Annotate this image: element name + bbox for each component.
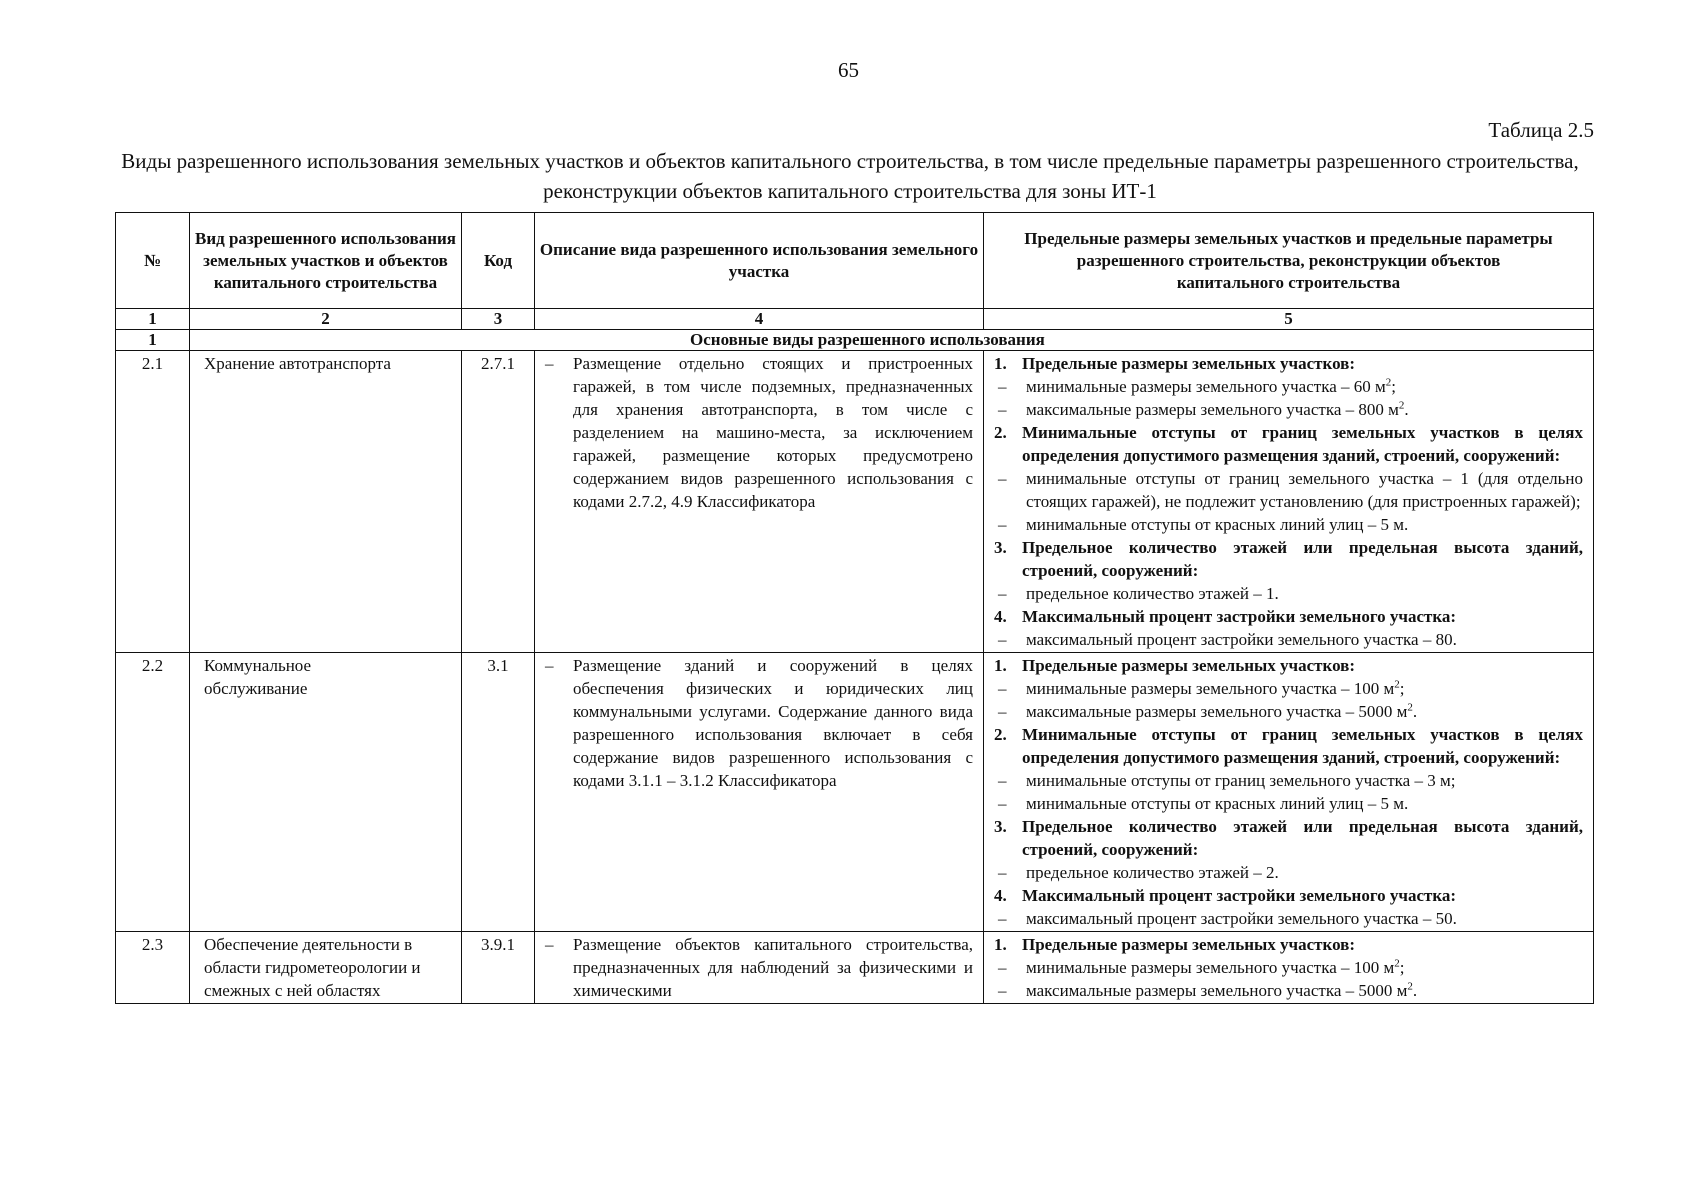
limit-text: минимальные размеры земельного участка – 100 м — [1026, 679, 1395, 698]
limit-item — [994, 513, 1583, 536]
limit-marker: 3. — [994, 538, 1007, 557]
header-limits: Предельные размеры земельных участков и предельные параметры разрешенного строительства, реконструкции объектов капитального строительства — [984, 213, 1594, 309]
limit-heading — [994, 654, 1583, 677]
limit-item — [994, 467, 1583, 513]
limit-heading — [994, 536, 1583, 582]
row-code: 2.7.1 — [462, 351, 535, 653]
limit-item — [994, 792, 1583, 815]
limit-marker: – — [998, 630, 1007, 649]
row-limits — [984, 351, 1594, 653]
limit-marker: 1. — [994, 656, 1007, 675]
limit-marker: – — [998, 377, 1007, 396]
limit-text: минимальные отступы от красных линий улиц – 5 м. — [1026, 515, 1409, 534]
header-kind: Вид разрешенного использования земельных участков и объектов капитального строительства — [190, 213, 462, 309]
limit-item — [994, 769, 1583, 792]
limit-text: максимальные размеры земельного участка – 800 м — [1026, 400, 1399, 419]
limit-text: минимальные отступы от границ земельного участка – 1 (для отдельно стоящих гаражей), не подлежит установлению (для пристроенных гаражей); — [1026, 469, 1583, 511]
row-limits — [984, 653, 1594, 932]
limit-item — [994, 907, 1583, 930]
limit-marker: 1. — [994, 935, 1007, 954]
limit-marker: – — [998, 400, 1007, 419]
punct: . — [1412, 981, 1418, 1000]
page-number: 65 — [838, 58, 859, 82]
section-title: Основные виды разрешенного использования — [190, 330, 1594, 351]
header-code: Код — [462, 213, 535, 309]
limit-text: Минимальные отступы от границ земельных участков в целях определения допустимого размещения зданий, строений, сооружений: — [1022, 725, 1583, 767]
superscript: 2 — [1385, 376, 1392, 389]
table-row — [116, 653, 1594, 932]
row-description — [535, 932, 984, 1004]
punct: ; — [1399, 679, 1405, 698]
superscript: 2 — [1394, 678, 1400, 691]
limit-heading — [994, 421, 1583, 467]
limit-text: Максимальный процент застройки земельного участка: — [1022, 607, 1457, 626]
table-row — [116, 351, 1594, 653]
row-description — [535, 653, 984, 932]
limit-marker: – — [998, 469, 1007, 488]
dash-marker: – — [545, 656, 554, 675]
section-number: 1 — [116, 330, 190, 351]
punct: ; — [1399, 958, 1405, 977]
limit-heading — [994, 815, 1583, 861]
limit-text: Предельные размеры земельных участков: — [1022, 354, 1356, 373]
punct: ; — [1391, 377, 1396, 396]
limit-text: минимальные размеры земельного участка – 60 м — [1026, 377, 1386, 396]
limit-item — [994, 956, 1583, 979]
limit-text: Максимальный процент застройки земельного участка: — [1022, 886, 1457, 905]
limit-text: минимальные размеры земельного участка – 100 м — [1026, 958, 1395, 977]
limit-heading — [994, 884, 1583, 907]
row-limits — [984, 932, 1594, 1004]
table-row — [116, 932, 1594, 1004]
limit-heading — [994, 605, 1583, 628]
limit-text: предельное количество этажей – 2. — [1026, 863, 1279, 882]
limit-item — [994, 628, 1583, 651]
limit-item — [994, 375, 1583, 398]
limit-text: максимальные размеры земельного участка – 5000 м — [1026, 702, 1408, 721]
table-label: Таблица 2.5 — [1488, 118, 1594, 142]
permitted-use-table — [115, 212, 1594, 1004]
limit-marker: 2. — [994, 725, 1007, 744]
header-row — [116, 213, 1594, 309]
description-text: Размещение объектов капитального строительства, предназначенных для наблюдений за физическими и химическими — [573, 935, 973, 1000]
row-code: 3.1 — [462, 653, 535, 932]
row-number: 2.2 — [116, 653, 190, 932]
limit-item — [994, 582, 1583, 605]
limit-item — [994, 700, 1583, 723]
column-number: 3 — [462, 309, 535, 330]
limit-marker: – — [998, 515, 1007, 534]
limit-marker: – — [998, 584, 1007, 603]
row-number: 2.1 — [116, 351, 190, 653]
limit-text: минимальные отступы от красных линий улиц – 5 м. — [1026, 794, 1409, 813]
dash-marker: – — [545, 354, 554, 373]
section-row — [116, 330, 1594, 351]
description-text: Размещение зданий и сооружений в целях обеспечения физических и юридических лиц коммунальными услугами. Содержание данного вида разрешенного использования включает в себя содержание видов разрешенного использования с кодами 3.1.1 – 3.1.2 Классификатора — [573, 656, 973, 790]
row-kind: Коммунальное обслуживание — [190, 653, 462, 932]
limit-heading — [994, 933, 1583, 956]
limit-marker: 4. — [994, 886, 1007, 905]
limit-marker: – — [998, 958, 1007, 977]
limit-text: Предельные размеры земельных участков: — [1022, 656, 1356, 675]
header-num: № — [116, 213, 190, 309]
limit-marker: 4. — [994, 607, 1007, 626]
limit-marker: – — [998, 863, 1007, 882]
limit-text: минимальные отступы от границ земельного участка – 3 м; — [1026, 771, 1456, 790]
header-desc: Описание вида разрешенного использования земельного участка — [535, 213, 984, 309]
description-text: Размещение отдельно стоящих и пристроенных гаражей, в том числе подземных, предназначенных для хранения автотранспорта, в том числе с разделением на машино-места, за исключением гаражей, размещение которых предусмотрено содержанием видов разрешенного использования с кодами 2.7.2, 4.9 Классификатора — [573, 354, 973, 511]
column-number: 5 — [984, 309, 1594, 330]
limit-marker: 3. — [994, 817, 1007, 836]
superscript: 2 — [1407, 980, 1413, 993]
limit-item — [994, 861, 1583, 884]
superscript: 2 — [1394, 957, 1400, 970]
limit-heading — [994, 723, 1583, 769]
limit-marker: – — [998, 679, 1007, 698]
superscript: 2 — [1398, 399, 1405, 412]
row-number: 2.3 — [116, 932, 190, 1004]
column-number-row — [116, 309, 1594, 330]
dash-marker: – — [545, 935, 554, 954]
limit-marker: 1. — [994, 354, 1007, 373]
limit-text: максимальные размеры земельного участка – 5000 м — [1026, 981, 1408, 1000]
limit-text: максимальный процент застройки земельного участка – 80. — [1026, 630, 1457, 649]
limit-text: максимальный процент застройки земельного участка – 50. — [1026, 909, 1457, 928]
limit-marker: – — [998, 771, 1007, 790]
limit-text: Предельные размеры земельных участков: — [1022, 935, 1356, 954]
limit-item — [994, 677, 1583, 700]
row-kind: Хранение автотранспорта — [190, 351, 462, 653]
limit-marker: – — [998, 702, 1007, 721]
limit-marker: – — [998, 794, 1007, 813]
row-description — [535, 351, 984, 653]
superscript: 2 — [1407, 701, 1413, 714]
limit-text: Минимальные отступы от границ земельных участков в целях определения допустимого размещения зданий, строений, сооружений: — [1022, 423, 1583, 465]
punct: . — [1412, 702, 1418, 721]
limit-item — [994, 979, 1583, 1002]
limit-text: предельное количество этажей – 1. — [1026, 584, 1279, 603]
limit-marker: – — [998, 909, 1007, 928]
punct: . — [1404, 400, 1409, 419]
table-title: Виды разрешенного использования земельных участков и объектов капитального строительства, в том числе предельные параметры разрешенного строительства, реконструкции объектов капитального строительства для зоны ИТ-1 — [121, 149, 1579, 203]
column-number: 2 — [190, 309, 462, 330]
limit-text: Предельное количество этажей или предельная высота зданий, строений, сооружений: — [1022, 817, 1583, 859]
column-number: 4 — [535, 309, 984, 330]
column-number: 1 — [116, 309, 190, 330]
limit-marker: – — [998, 981, 1007, 1000]
row-code: 3.9.1 — [462, 932, 535, 1004]
row-kind: Обеспечение деятельности в области гидрометеорологии и смежных с ней областях — [190, 932, 462, 1004]
limit-marker: 2. — [994, 423, 1007, 442]
limit-text: Предельное количество этажей или предельная высота зданий, строений, сооружений: — [1022, 538, 1583, 580]
limit-item — [994, 398, 1583, 421]
limit-heading — [994, 352, 1583, 375]
